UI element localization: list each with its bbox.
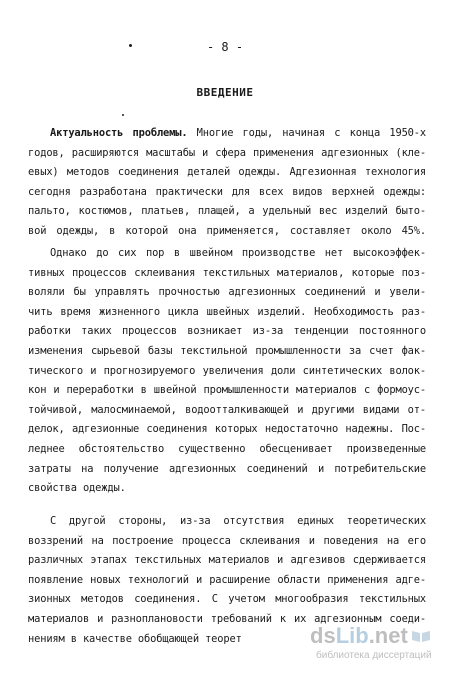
text-line: зионных методов соединения. С учетом многообразия текстильных	[28, 593, 426, 606]
text-line: годов, расширяются масштабы и сфера применения адгезионных (кле-	[28, 146, 426, 159]
text-line: нениям в качестве обобщающей теорет	[28, 632, 242, 645]
text-line: тического и прогнозируемого увеличения доли синтетических волок-	[28, 364, 426, 377]
text-line: свойства одежды.	[28, 482, 126, 495]
text-line: сегодня разработана практически для всех видов верхней одежды:	[28, 185, 426, 198]
paragraph-relevance	[28, 124, 426, 242]
text-line: чить время жизненного цикла швейных изделий. Необходимость раз-	[28, 305, 426, 318]
lead-rest: Многие годы, начиная с конца 1950-х	[187, 127, 426, 139]
text-line: кон и переработки в швейной промышленности материалов с формоус-	[28, 384, 426, 397]
text-line: делок, адгезионные соединения которых недостаточно надежны. Пос-	[28, 423, 426, 436]
watermark-ds: ds	[310, 623, 336, 648]
text-line: изменения сырьевой базы текстильной промышленности за счет фак-	[28, 344, 426, 357]
text-line: работки таких процессов возникает из-за тенденции постоянного	[28, 325, 426, 338]
text-line	[28, 124, 426, 144]
text-line: воззрений на построение процесса склеивания и поведения на его	[28, 534, 426, 547]
text-line: пальто, костюмов, платьев, плащей, а удельный вес изделий быто-	[28, 205, 426, 218]
dslib-watermark	[310, 623, 440, 667]
text-line: тойчивой, малосминаемой, водоотталкивающей и другими видами от-	[28, 403, 426, 416]
text-line: различных этапах текстильных материалов и адгезивов сдерживается	[28, 554, 426, 567]
text-line: затраты на получение адгезионных соединений и потребительские	[28, 462, 426, 475]
watermark-tagline: библиотека диссертаций	[316, 650, 432, 661]
watermark-net: .net	[368, 623, 408, 648]
bold-lead: Актуальность проблемы.	[50, 127, 188, 139]
text-line: Однако до сих пор в швейном производстве нет высокоэффек-	[50, 247, 426, 259]
text-line: тивных процессов склеивания текстильных материалов, которые поз-	[28, 266, 426, 279]
book-icon	[411, 629, 431, 643]
text-line: материалов и разноплановости требований к их адгезионным соеди-	[28, 612, 426, 625]
page-number: - 8 -	[206, 40, 244, 54]
text-line: появление новых технологий и расширение области применения адге-	[28, 573, 426, 586]
watermark-lib: Lib	[335, 623, 369, 648]
text-line: леднее обстоятельство существенно обесценивает произведенные	[28, 442, 426, 455]
text-line: воляли бы управлять прочностью адгезионных соединений и увели-	[28, 286, 426, 299]
text-line: С другой стороны, из-за отсутствия единых теоретических	[50, 515, 426, 527]
text-line: евых) методов соединения деталей одежды. Адгезионная технология	[28, 166, 426, 179]
scan-speck	[122, 114, 124, 116]
paragraph-problem	[28, 244, 426, 499]
section-heading: ВВЕДЕНИЕ	[196, 86, 254, 99]
watermark-logo	[310, 623, 431, 649]
text-line: вой одежды, в которой она применяется, составляет около 45%.	[28, 224, 426, 237]
